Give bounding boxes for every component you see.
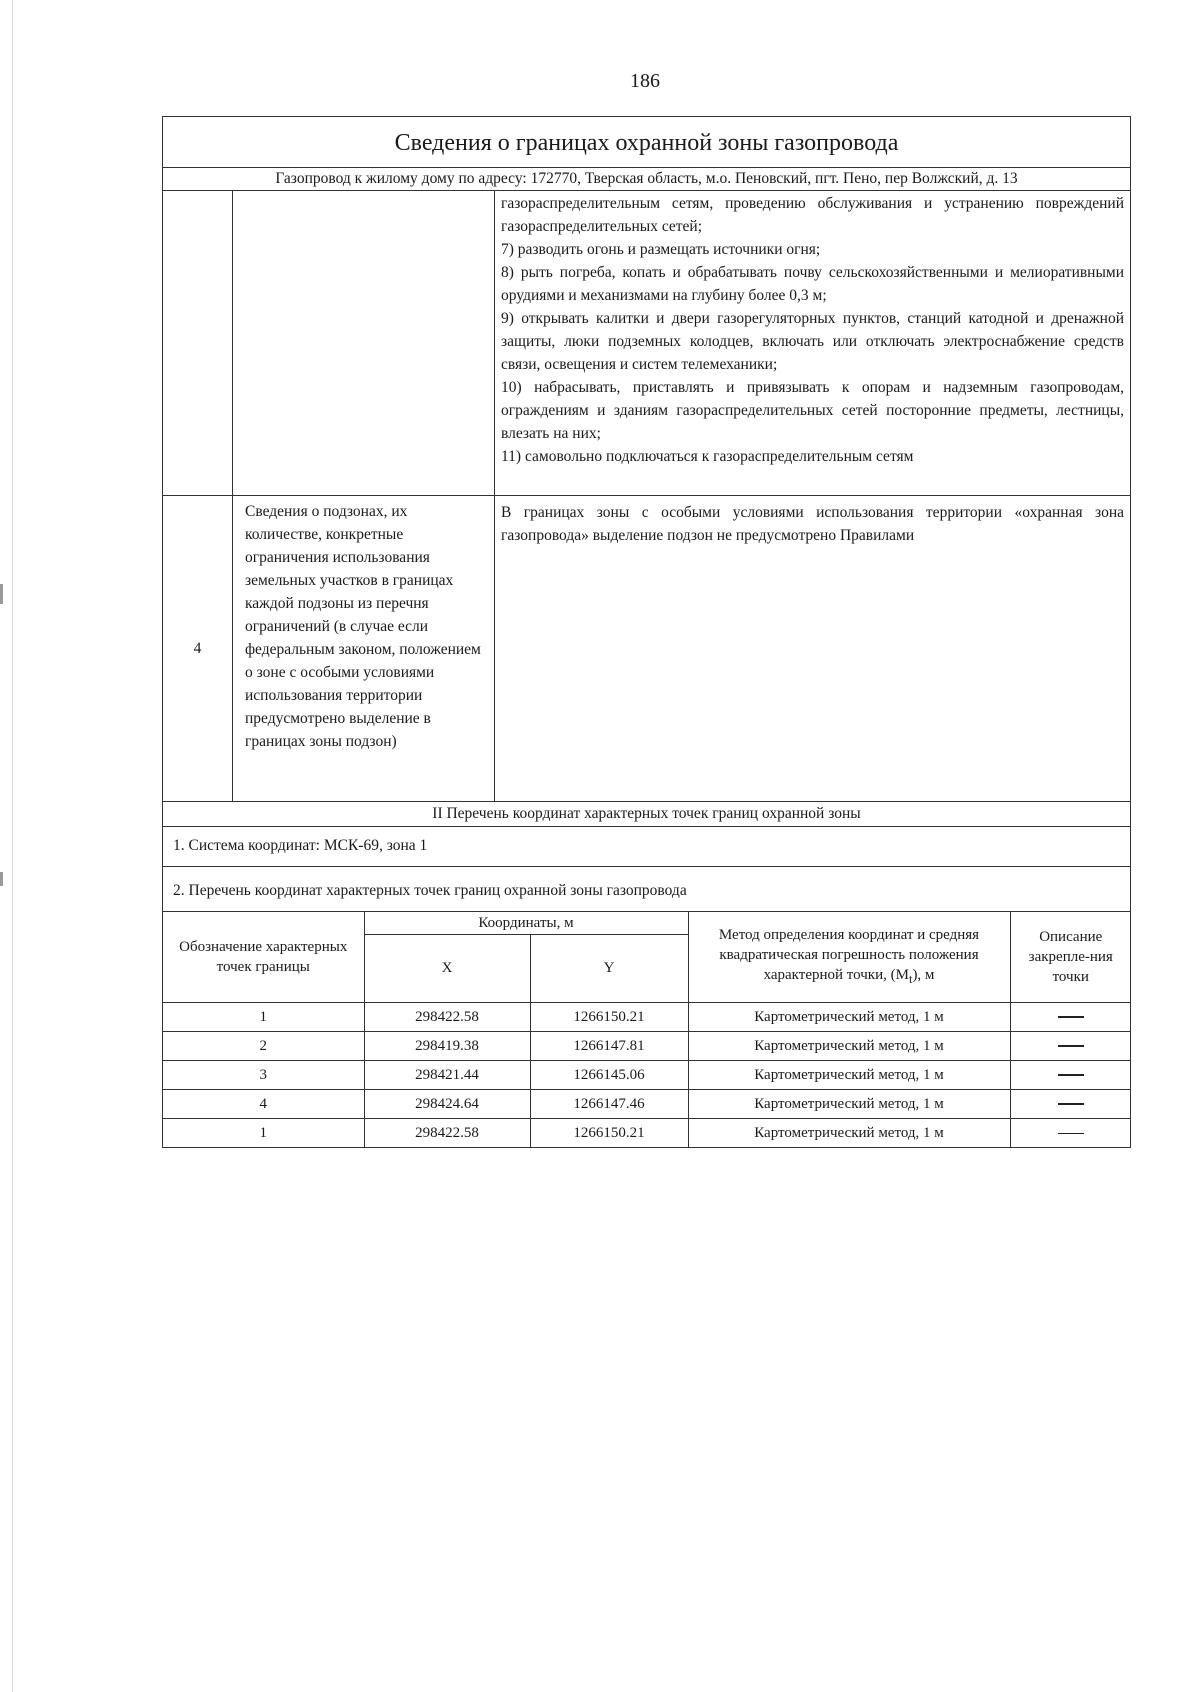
- description-cell: [1010, 1002, 1131, 1031]
- point-id: 2: [163, 1031, 364, 1060]
- description-cell: [1010, 1060, 1131, 1089]
- point-id: 4: [163, 1089, 364, 1118]
- method: Картометрический метод, 1 м: [688, 1089, 1010, 1118]
- empty-label-cell: [233, 191, 495, 496]
- restriction-item: 8) рыть погреба, копать и обрабатывать почву сельскохозяйственными и мелиоративными орудиями и механизмами на глубину более 0,3 м;: [501, 264, 1124, 304]
- header-x: X: [364, 934, 530, 1002]
- coord-y: 1266150.21: [530, 1002, 688, 1031]
- restrictions-text: [495, 191, 1131, 496]
- point-id: 1: [163, 1002, 364, 1031]
- scan-mark: [0, 872, 3, 886]
- point-id: 3: [163, 1060, 364, 1089]
- table-row: [163, 1118, 1131, 1147]
- description-cell: [1010, 1089, 1131, 1118]
- header-method-unit: ), м: [912, 966, 935, 983]
- document-title: Сведения о границах охранной зоны газопровода: [163, 117, 1131, 168]
- scan-mark: [0, 584, 3, 604]
- empty-number-cell: [163, 191, 233, 496]
- coord-x: 298424.64: [364, 1089, 530, 1118]
- coordinates-table: [163, 912, 1131, 1147]
- dash-mark: [1058, 1103, 1084, 1105]
- header-description: Описание закрепле-ния точки: [1010, 912, 1131, 1002]
- coord-y: 1266147.81: [530, 1031, 688, 1060]
- header-point: Обозначение характерных точек границы: [163, 912, 364, 1002]
- restriction-item: 10) набрасывать, приставлять и привязывать к опорам и надземным газопроводам, ограждениям и зданиям газораспределительных сетей посторонние предметы, лестницы, влезать на них;: [501, 379, 1124, 442]
- description-cell: [1010, 1031, 1131, 1060]
- page-number: 186: [630, 70, 660, 92]
- restriction-item: газораспределительным сетям, проведению обслуживания и устранению повреждений газораспределительных сетей;: [501, 195, 1124, 235]
- protection-zone-table: [162, 116, 1131, 1148]
- description-cell: [1010, 1118, 1131, 1147]
- coord-y: 1266150.21: [530, 1118, 688, 1147]
- coordinate-system: 1. Система координат: МСК-69, зона 1: [163, 827, 1131, 867]
- subzones-label: Сведения о подзонах, их количестве, конкретные ограничения использования земельных участков в границах каждой подзоны из перечня ограничений (в случае если федеральным законом, положением о зоне с особыми условиями использования территории предусмотрено выделение в границах зоны подзон): [233, 496, 495, 802]
- method: Картометрический метод, 1 м: [688, 1002, 1010, 1031]
- coord-x: 298422.58: [364, 1002, 530, 1031]
- restriction-item: 7) разводить огонь и размещать источники огня;: [501, 241, 821, 258]
- dash-mark: [1058, 1045, 1084, 1047]
- table-row: [163, 1060, 1131, 1089]
- method: Картометрический метод, 1 м: [688, 1118, 1010, 1147]
- coord-x: 298419.38: [364, 1031, 530, 1060]
- header-method-text: Метод определения координат и средняя квадратическая погрешность положения характерной точки, (M: [718, 926, 980, 983]
- pipeline-address: Газопровод к жилому дому по адресу: 172770, Тверская область, м.о. Пеновский, пгт. Пено, пер Волжский, д. 13: [163, 168, 1131, 191]
- dash-mark: [1058, 1074, 1084, 1076]
- table-row: [163, 1002, 1131, 1031]
- row-number: 4: [163, 496, 233, 802]
- coord-x: 298422.58: [364, 1118, 530, 1147]
- table-row: [163, 1031, 1131, 1060]
- subzones-text: В границах зоны с особыми условиями использования территории «охранная зона газопровода» выделение подзон не предусмотрено Правилами: [495, 496, 1131, 802]
- restriction-item: 11) самовольно подключаться к газораспределительным сетям: [501, 448, 914, 465]
- dash-mark: [1058, 1133, 1084, 1135]
- dash-mark: [1058, 1016, 1084, 1018]
- header-y: Y: [530, 934, 688, 1002]
- scan-edge-line: [12, 0, 13, 1692]
- method: Картометрический метод, 1 м: [688, 1031, 1010, 1060]
- header-method: [688, 912, 1010, 1002]
- header-method-sub: t: [908, 971, 913, 986]
- restriction-item: 9) открывать калитки и двери газорегуляторных пунктов, станций катодной и дренажной защиты, люки подземных колодцев, включать или отключать электроснабжение средств связи, освещения и систем телемеханики;: [501, 310, 1124, 373]
- coord-y: 1266145.06: [530, 1060, 688, 1089]
- header-coordinates: Координаты, м: [364, 912, 688, 934]
- coord-y: 1266147.46: [530, 1089, 688, 1118]
- coords-table-cell: [163, 912, 1131, 1148]
- method: Картометрический метод, 1 м: [688, 1060, 1010, 1089]
- point-id: 1: [163, 1118, 364, 1147]
- table-row: [163, 1089, 1131, 1118]
- section-heading: II Перечень координат характерных точек границ охранной зоны: [163, 802, 1131, 827]
- coord-x: 298421.44: [364, 1060, 530, 1089]
- points-list-heading: 2. Перечень координат характерных точек границ охранной зоны газопровода: [163, 867, 1131, 912]
